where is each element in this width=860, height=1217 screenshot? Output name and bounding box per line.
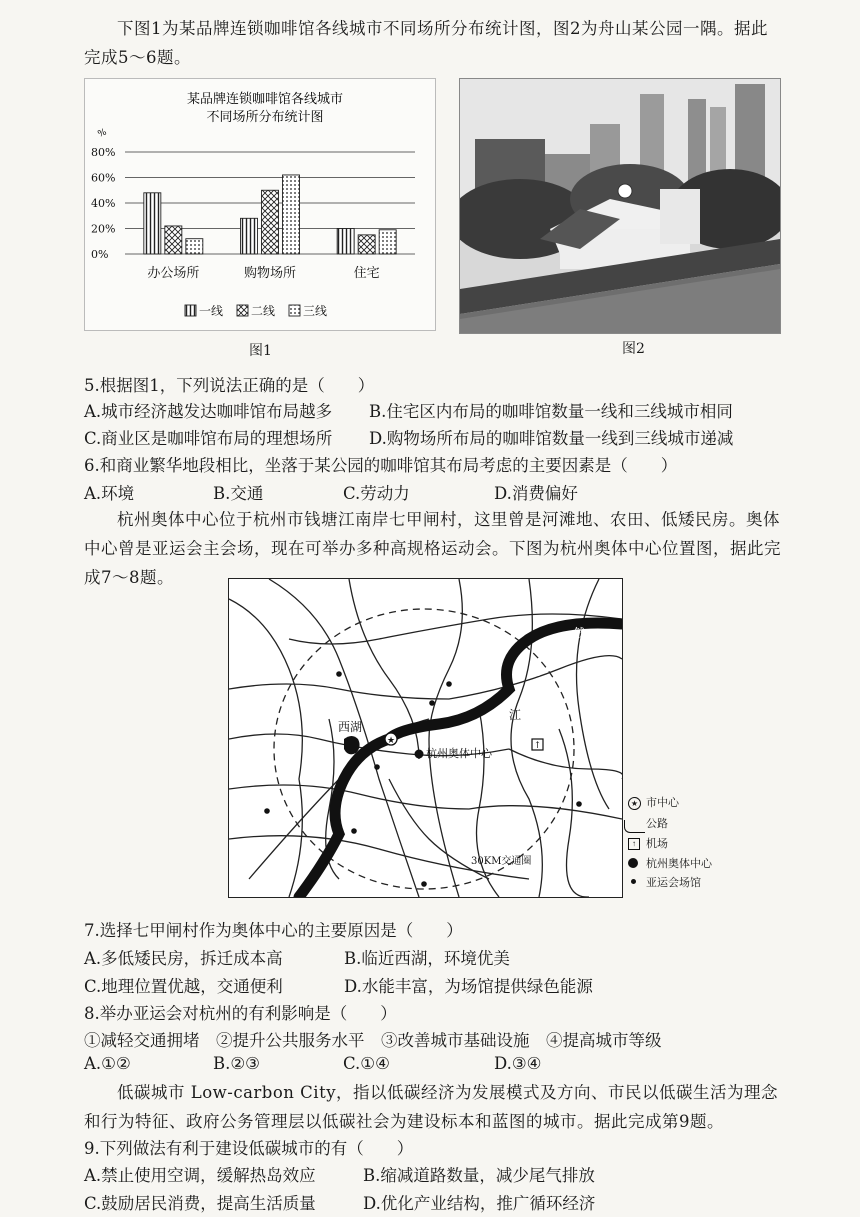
bar-一线-住宅 — [337, 229, 354, 255]
question-5-option-d: D.购物场所布局的咖啡馆数量一线到三线城市递减 — [369, 429, 734, 448]
legend-airport-icon: ↑ — [628, 838, 640, 850]
river-label-jiang: 江 — [509, 708, 522, 722]
bar-一线-办公场所 — [144, 193, 161, 254]
y-tick-label: 0% — [91, 248, 109, 261]
chart-title-line-2: 不同场所分布统计图 — [206, 110, 324, 125]
figure-2-photo — [459, 78, 781, 334]
legend-venue-icon — [631, 879, 636, 884]
legend-label: 二线 — [251, 304, 276, 318]
bar-二线-住宅 — [358, 235, 375, 254]
hangzhou-location-map — [228, 578, 623, 898]
y-tick-label: 60% — [91, 171, 116, 185]
question-9-option-a: A.禁止使用空调，缓解热岛效应 — [84, 1166, 316, 1185]
legend-venue-label: 亚运会场馆 — [646, 877, 701, 889]
question-9-stem: 9.下列做法有利于建设低碳城市的有（ ） — [84, 1139, 414, 1158]
bar-三线-购物场所 — [283, 175, 300, 254]
question-9-option-d: D.优化产业结构，推广循环经济 — [363, 1194, 596, 1213]
bar-二线-办公场所 — [165, 226, 182, 254]
legend-swatch — [237, 305, 248, 316]
river-label-tang: 塘 — [529, 664, 542, 678]
legend-city-center-label: 市中心 — [646, 797, 679, 809]
west-lake-label: 西湖 — [338, 720, 363, 734]
legend-label: 三线 — [303, 304, 328, 318]
bar-chart — [85, 79, 435, 330]
question-8-option-a: A.①② — [84, 1054, 131, 1073]
question-6-stem: 6.和商业繁华地段相比，坐落于某公园的咖啡馆其布局考虑的主要因素是（ ） — [84, 456, 678, 475]
y-tick-label: 40% — [91, 197, 116, 210]
bar-三线-办公场所 — [186, 239, 203, 254]
question-7-option-b: B.临近西湖，环境优美 — [344, 949, 510, 968]
y-tick-label: 20% — [91, 222, 116, 236]
bar-二线-购物场所 — [262, 190, 279, 254]
x-category-label: 购物场所 — [243, 266, 297, 281]
map-drawing — [229, 579, 622, 897]
legend-label: 一线 — [199, 304, 224, 318]
map-legend — [624, 792, 734, 896]
question-8-option-b: B.②③ — [213, 1054, 260, 1073]
question-7-option-c: C.地理位置优越，交通便利 — [84, 977, 283, 996]
figure-2-caption: 图2 — [622, 341, 645, 357]
question-8-stem: 8.举办亚运会对杭州的有利影响是（ ） — [84, 1004, 397, 1023]
question-6-option-d: D.消费偏好 — [494, 484, 578, 503]
question-7-stem: 7.选择七甲闸村作为奥体中心的主要原因是（ ） — [84, 921, 463, 940]
x-category-label: 住宅 — [353, 266, 380, 281]
figure-1-caption: 图1 — [249, 343, 272, 359]
question-5-stem: 5.根据图1，下列说法正确的是（ ） — [84, 376, 375, 395]
question-6-option-b: B.交通 — [213, 484, 264, 503]
question-7-option-d: D.水能丰富，为场馆提供绿色能源 — [344, 977, 593, 996]
legend-airport-label: 机场 — [646, 838, 668, 850]
legend-road-label: 公路 — [646, 818, 668, 830]
traffic-ring-label: 30KM交通圈 — [471, 856, 532, 867]
question-5-option-c: C.商业区是咖啡馆布局的理想场所 — [84, 429, 333, 448]
question-8-option-c: C.①④ — [343, 1054, 390, 1073]
question-9-option-b: B.缩减道路数量，减少尾气排放 — [363, 1166, 595, 1185]
legend-road-icon — [624, 820, 645, 833]
y-tick-label: 80% — [91, 146, 116, 159]
asian-games-venues — [264, 671, 582, 887]
question-8-items: ①减轻交通拥堵 ②提升公共服务水平 ③改善城市基础设施 ④提高城市等级 — [84, 1031, 662, 1050]
intro-paragraph-2: 杭州奥体中心位于杭州市钱塘江南岸七甲闸村，这里曾是河滩地、农田、低矮民房。奥体中心曾是亚运会主会场，现在可举办多种高规格运动会。下图为杭州奥体中心位置图，据此完成7～8题。 — [84, 510, 781, 587]
legend-city-center-icon: ★ — [628, 797, 641, 810]
figure-1-chart — [84, 78, 436, 331]
chart-title-line-1: 某品牌连锁咖啡馆各线城市 — [186, 92, 344, 107]
x-category-label: 办公场所 — [147, 266, 200, 281]
olympic-center-label: 杭州奥体中心 — [426, 747, 492, 760]
bar-一线-购物场所 — [241, 218, 258, 254]
question-8-option-d: D.③④ — [494, 1054, 542, 1073]
legend-swatch — [289, 305, 300, 316]
question-5-option-a: A.城市经济越发达咖啡馆布局越多 — [84, 402, 333, 421]
question-7-option-a: A.多低矮民房，拆迁成本高 — [84, 949, 283, 968]
park-photo-image — [460, 79, 780, 333]
intro-paragraph-3: 低碳城市 Low-carbon City，指以低碳经济为发展模式及方向、市民以低碳生活为理念和行为特征、政府公务管理层以低碳社会为建设标本和蓝图的城市。据此完成第9题。 — [84, 1083, 779, 1131]
bar-三线-住宅 — [379, 230, 396, 254]
question-6-option-a: A.环境 — [84, 484, 135, 503]
legend-olympic-center-label: 杭州奥体中心 — [646, 858, 712, 870]
intro-paragraph-1: 下图1为某品牌连锁咖啡馆各线城市不同场所分布统计图，图2为舟山某公园一隅。据此完成5～6题。 — [84, 19, 768, 67]
question-5-option-b: B.住宅区内布局的咖啡馆数量一线和三线城市相同 — [369, 402, 733, 421]
svg-text:★: ★ — [386, 736, 396, 746]
y-axis-unit: % — [96, 127, 109, 140]
question-6-option-c: C.劳动力 — [343, 484, 410, 503]
question-9-option-c: C.鼓励居民消费，提高生活质量 — [84, 1194, 316, 1213]
river-label-qian: 钱 — [574, 626, 587, 640]
olympic-center-marker — [415, 750, 424, 759]
legend-olympic-center-icon — [628, 858, 638, 868]
legend-swatch — [185, 305, 196, 316]
traffic-ring-30km — [274, 609, 574, 889]
svg-text:↑: ↑ — [533, 741, 542, 751]
